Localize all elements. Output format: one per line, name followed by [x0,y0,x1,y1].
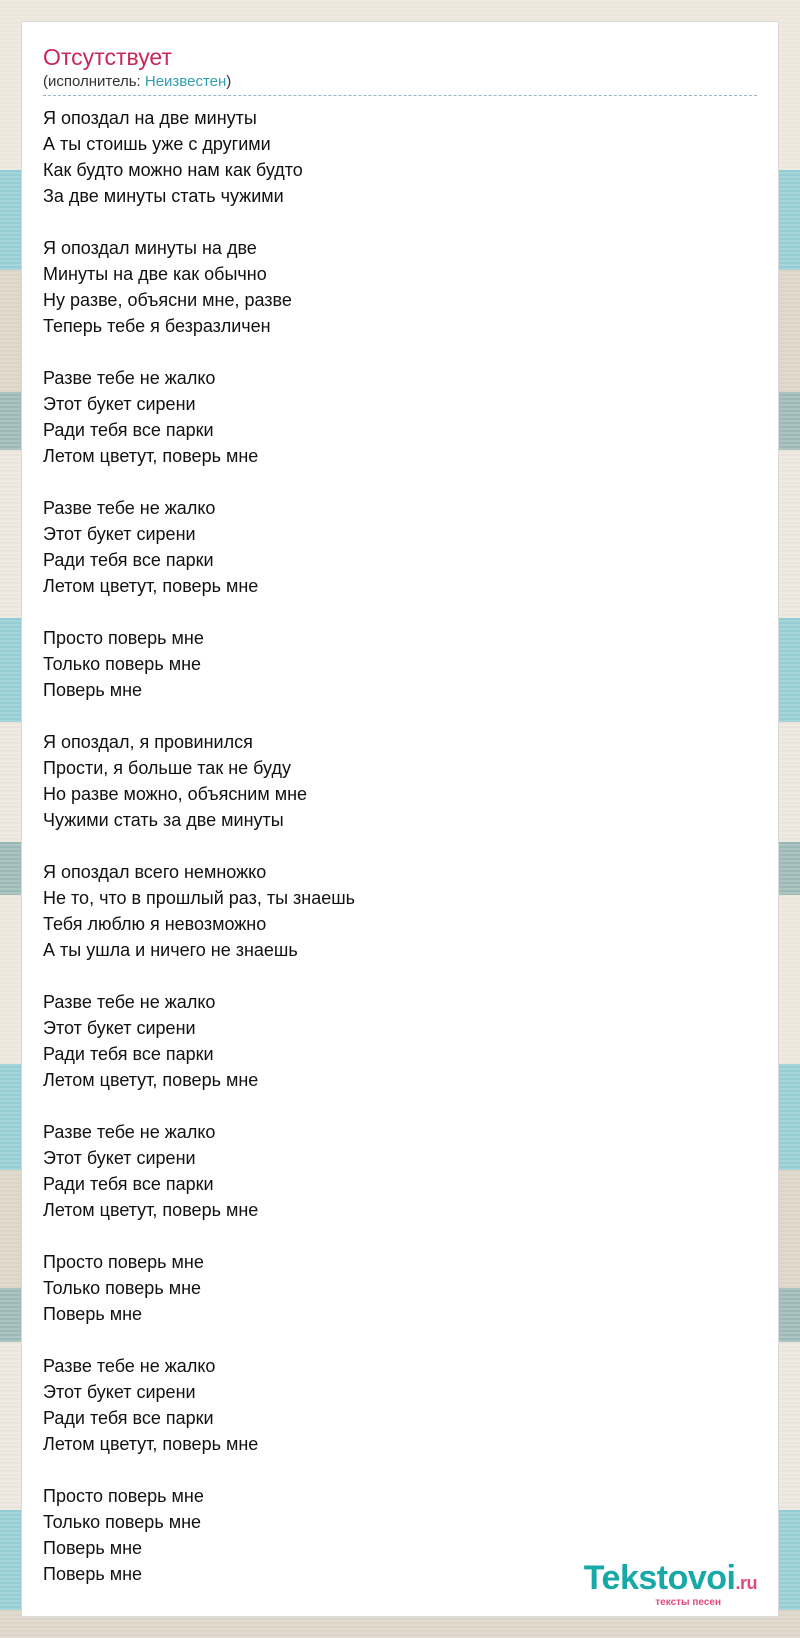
song-title: Отсутствует [43,44,172,70]
artist-line [43,73,757,96]
lyrics-line: Только поверь мне [43,654,202,674]
lyrics-line: Я опоздал всего немножко [43,862,267,882]
lyrics-line: Поверь мне [43,1564,143,1584]
lyrics-stanza [43,989,355,1093]
lyrics-line: Как будто можно нам как будто [43,160,303,180]
lyrics-body [43,105,355,1587]
lyrics-line: Просто поверь мне [43,628,204,648]
lyrics-stanza [43,235,355,339]
lyrics-line: Разве тебе не жалко [43,992,216,1012]
lyrics-line: Ради тебя все парки [43,550,214,570]
artist-link[interactable]: Неизвестен [144,73,227,90]
lyrics-line: Поверь мне [43,1538,143,1558]
lyrics-line: Ради тебя все парки [43,1408,214,1428]
lyrics-line: Разве тебе не жалко [43,1122,216,1142]
logo-domain: .ru [735,1573,757,1593]
lyrics-line: Только поверь мне [43,1512,202,1532]
lyrics-stanza [43,495,355,599]
lyrics-card [21,21,779,1617]
lyrics-line: Просто поверь мне [43,1252,204,1272]
lyrics-line: Этот букет сирени [43,394,196,414]
lyrics-line: Минуты на две как обычно [43,264,267,284]
lyrics-line: Чужими стать за две минуты [43,810,284,830]
lyrics-line: А ты ушла и ничего не знаешь [43,940,298,960]
lyrics-line: За две минуты стать чужими [43,186,284,206]
lyrics-line: Летом цветут, поверь мне [43,446,259,466]
lyrics-line: Разве тебе не жалко [43,368,216,388]
lyrics-line: Только поверь мне [43,1278,202,1298]
lyrics-stanza [43,365,355,469]
lyrics-line: Этот букет сирени [43,1018,196,1038]
lyrics-line: Поверь мне [43,1304,143,1324]
lyrics-line: Этот букет сирени [43,524,196,544]
site-logo[interactable] [584,1560,757,1608]
lyrics-line: Ради тебя все парки [43,1174,214,1194]
lyrics-stanza [43,105,355,209]
lyrics-line: Летом цветут, поверь мне [43,576,259,596]
lyrics-line: Просто поверь мне [43,1486,204,1506]
lyrics-line: Прости, я больше так не буду [43,758,291,778]
lyrics-stanza [43,729,355,833]
lyrics-line: Ради тебя все парки [43,1044,214,1064]
lyrics-line: Я опоздал, я провинился [43,732,253,752]
logo-tagline: тексты песен [655,1597,721,1608]
lyrics-line: Я опоздал на две минуты [43,108,257,128]
lyrics-stanza [43,1483,355,1587]
lyrics-line: Разве тебе не жалко [43,1356,216,1376]
lyrics-line: Летом цветут, поверь мне [43,1434,259,1454]
lyrics-stanza [43,859,355,963]
lyrics-line: Но разве можно, объясним мне [43,784,308,804]
lyrics-stanza [43,1353,355,1457]
lyrics-line: Поверь мне [43,680,143,700]
artist-suffix: ) [226,73,232,90]
lyrics-line: Теперь тебе я безразличен [43,316,271,336]
lyrics-line: Я опоздал минуты на две [43,238,257,258]
lyrics-line: Ну разве, объясни мне, разве [43,290,292,310]
lyrics-line: Летом цветут, поверь мне [43,1200,259,1220]
lyrics-line: Тебя люблю я невозможно [43,914,267,934]
lyrics-line: Этот букет сирени [43,1382,196,1402]
lyrics-line: А ты стоишь уже с другими [43,134,271,154]
artist-prefix: (исполнитель: [43,73,145,90]
lyrics-line: Разве тебе не жалко [43,498,216,518]
lyrics-line: Ради тебя все парки [43,420,214,440]
lyrics-line: Не то, что в прошлый раз, ты знаешь [43,888,356,908]
lyrics-stanza [43,1249,355,1327]
lyrics-stanza [43,1119,355,1223]
logo-text: Tekstovoi [583,1559,736,1597]
lyrics-line: Летом цветут, поверь мне [43,1070,259,1090]
lyrics-stanza [43,625,355,703]
lyrics-line: Этот букет сирени [43,1148,196,1168]
